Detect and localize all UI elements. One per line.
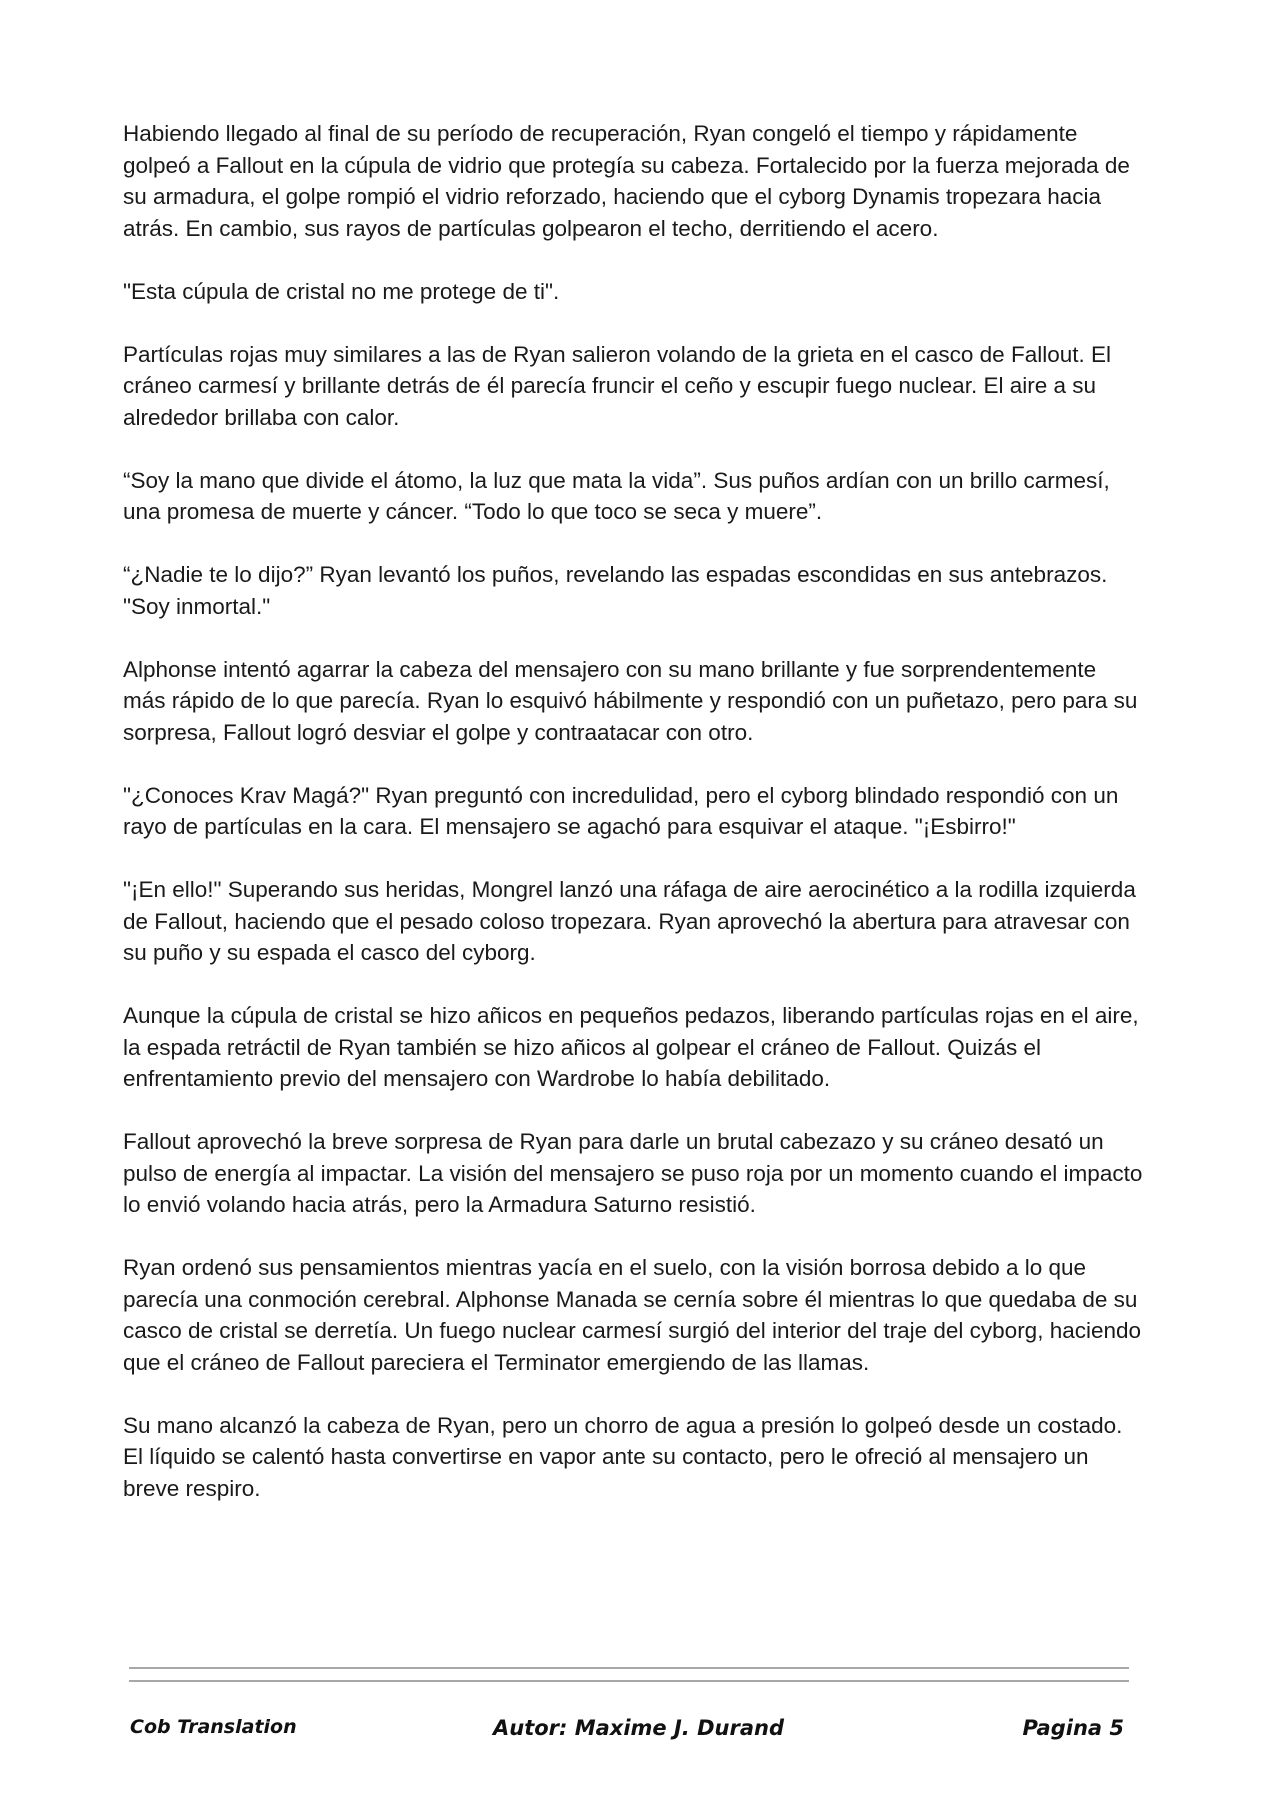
paragraph: Partículas rojas muy similares a las de Ryan salieron volando de la grieta en el casco de Fallout. El cráneo carmesí y brillante detrás de él parecía fruncir el ceño y escupir fuego nuclear. El aire a su alrededor brillaba con calor. <box>123 341 1111 430</box>
footer-divider <box>129 1667 1129 1669</box>
paragraph: Alphonse intentó agarrar la cabeza del mensajero con su mano brillante y fue sorprendentemente más rápido de lo que parecía. Ryan lo esquivó hábilmente y respondió con un puñetazo, pero para su sorpresa, Fallout logró desviar el golpe y contraatacar con otro. <box>123 656 1138 745</box>
paragraph: Su mano alcanzó la cabeza de Ryan, pero un chorro de agua a presión lo golpeó desde un costado. El líquido se calentó hasta convertirse en vapor ante su contacto, pero le ofreció al mensajero un breve respiro. <box>123 1412 1123 1501</box>
paragraph: “Soy la mano que divide el átomo, la luz que mata la vida”. Sus puños ardían con un brillo carmesí, una promesa de muerte y cáncer. “Todo lo que toco se seca y muere”. <box>123 467 1110 524</box>
footer-translator: Cob Translation <box>130 1716 297 1738</box>
footer-page-number: Pagina 5 <box>1022 1716 1124 1740</box>
paragraph: "¡En ello!" Superando sus heridas, Mongrel lanzó una ráfaga de aire aerocinético a la rodilla izquierda de Fallout, haciendo que el pesado coloso tropezara. Ryan aprovechó la abertura para atravesar con su puño y su espada el casco del cyborg. <box>123 877 1136 965</box>
paragraph: “¿Nadie te lo dijo?” Ryan levantó los puños, revelando las espadas escondidas en sus antebrazos. "Soy inmortal." <box>123 562 1108 619</box>
footer-divider <box>129 1680 1129 1682</box>
paragraph: Ryan ordenó sus pensamientos mientras yacía en el suelo, con la visión borrosa debido a lo que parecía una conmoción cerebral. Alphonse Manada se cernía sobre él mientras lo que quedaba de su casco de cristal se derretía. Un fuego nuclear carmesí surgió del interior del traje del cyborg, haciendo que el cráneo de Fallout pareciera el Terminator emergiendo de las llamas. <box>123 1255 1142 1375</box>
paragraph: "Esta cúpula de cristal no me protege de ti". <box>123 278 560 304</box>
paragraph: "¿Conoces Krav Magá?" Ryan preguntó con incredulidad, pero el cyborg blindado respondió con un rayo de partículas en la cara. El mensajero se agachó para esquivar el ataque. "¡Esbirro!" <box>123 782 1119 839</box>
paragraph: Aunque la cúpula de cristal se hizo añicos en pequeños pedazos, liberando partículas rojas en el aire, la espada retráctil de Ryan también se hizo añicos al golpear el cráneo de Fallout. Quizás el enfrentamiento previo del mensajero con Wardrobe lo había debilitado. <box>123 1003 1139 1091</box>
footer-author: Autor: Maxime J. Durand <box>493 1716 784 1740</box>
paragraph: Fallout aprovechó la breve sorpresa de Ryan para darle un brutal cabezazo y su cráneo desató un pulso de energía al impactar. La visión del mensajero se puso roja por un momento cuando el impacto lo envió volando hacia atrás, pero la Armadura Saturno resistió. <box>123 1129 1143 1217</box>
paragraph: Habiendo llegado al final de su período de recuperación, Ryan congeló el tiempo y rápidamente golpeó a Fallout en la cúpula de vidrio que protegía su cabeza. Fortalecido por la fuerza mejorada de su armadura, el golpe rompió el vidrio reforzado, haciendo que el cyborg Dynamis tropezara hacia atrás. En cambio, sus rayos de partículas golpearon el techo, derritiendo el acero. <box>123 121 1130 241</box>
body-text <box>123 118 1143 1536</box>
